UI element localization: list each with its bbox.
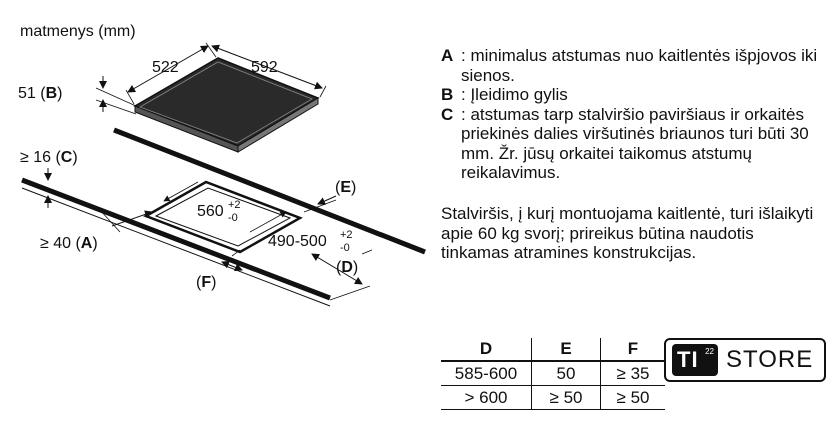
table-cell: ≥ 35 xyxy=(616,363,650,383)
cutout-width-minus: -0 xyxy=(228,212,238,224)
cutout-depth-label: 490-500 xyxy=(268,233,327,250)
min-gap-top-label: ≥ 16 (C) xyxy=(20,149,78,166)
label-d: (D) xyxy=(336,259,359,276)
legend xyxy=(441,46,831,183)
min-gap-front-label: ≥ 40 (A) xyxy=(40,235,98,252)
cutout-width-plus: +2 xyxy=(228,199,241,211)
label-e: (E) xyxy=(335,179,357,196)
legend-key: C xyxy=(441,104,454,124)
cutout-width-arrow xyxy=(164,182,198,201)
legend-item-c xyxy=(441,105,831,183)
legend-key: B xyxy=(441,85,454,104)
column-header-e: E xyxy=(532,338,601,361)
worktop-load-note: Stalviršis, į kurį montuojama kaitlentė, turi išlaikyti apie 60 kg svorį; prireikus būtina naudotis tinkamas atramines konstrukcijas. xyxy=(441,204,814,262)
logo-text: STORE xyxy=(726,346,814,373)
thickness-label: 51 (B) xyxy=(18,85,63,102)
legend-item-b xyxy=(441,85,831,105)
cutout-depth-plus: +2 xyxy=(340,229,353,241)
logo-mark xyxy=(672,344,718,376)
ti-store-logo xyxy=(664,338,826,382)
column-header-f: F xyxy=(627,339,639,358)
cutout-depth-minus: -0 xyxy=(340,242,350,254)
table-cell: 585-600 xyxy=(454,363,518,383)
column-header-d: D xyxy=(479,339,493,358)
clearance-table xyxy=(441,338,665,410)
hob-width-label: 522 xyxy=(152,59,179,76)
table-header-row xyxy=(441,338,665,361)
hob-depth-label: 592 xyxy=(251,59,278,76)
logo-number: 22 xyxy=(705,347,714,356)
legend-text: : Įleidimo gylis xyxy=(461,85,568,104)
legend-key: A xyxy=(441,46,454,65)
table-cell: ≥ 50 xyxy=(616,387,650,407)
table-cell: 50 xyxy=(532,361,601,386)
table-row xyxy=(441,361,665,386)
e-dimension-arrow xyxy=(318,196,336,204)
table-cell: ≥ 50 xyxy=(532,386,601,410)
table-cell: > 600 xyxy=(464,387,508,407)
table-row xyxy=(441,386,665,410)
legend-item-a xyxy=(441,46,831,85)
cutout-width-label: 560 xyxy=(197,203,224,220)
thickness-dimension xyxy=(96,76,136,114)
legend-text: : atstumas tarp stalviršio paviršiaus ir orkaitės priekinės dalies viršutinės briaunos turi būti 30 mm. Žr. jūsų orkaitei taikomus atstumų reikalavimus. xyxy=(461,104,809,182)
installation-diagram xyxy=(0,0,440,320)
logo-mark-text: TI xyxy=(677,347,699,372)
legend-text: : minimalus atstumas nuo kaitlentės išpjovos iki sienos. xyxy=(461,46,818,85)
label-f: (F) xyxy=(196,274,217,291)
dimensions-header: matmenys (mm) xyxy=(20,23,136,40)
